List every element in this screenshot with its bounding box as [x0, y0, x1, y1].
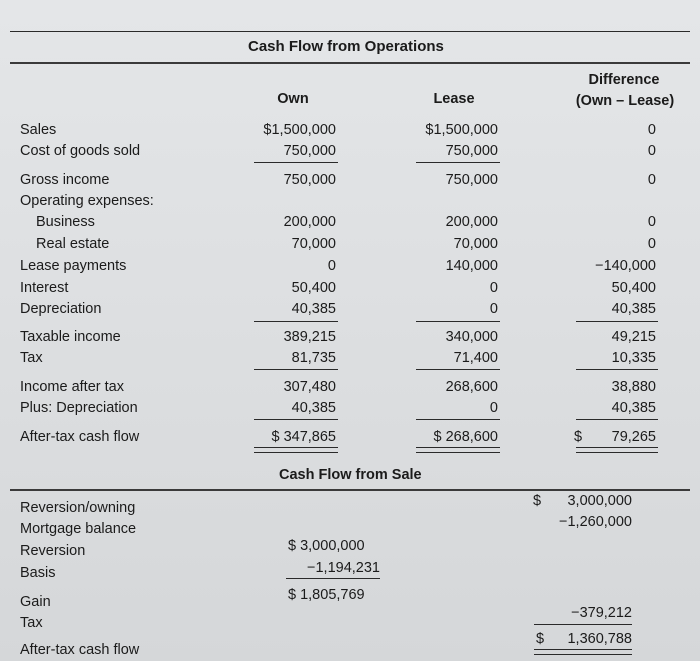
- top-rule: [10, 31, 690, 32]
- subtotal-rule: [416, 419, 500, 420]
- own-value: 307,480: [283, 379, 336, 395]
- diff-value: 79,265: [611, 429, 656, 445]
- row-label: Depreciation: [20, 301, 102, 317]
- row-label: Gross income: [20, 172, 110, 188]
- sale-label: Mortgage balance: [20, 521, 137, 537]
- own-value: 40,385: [291, 400, 336, 416]
- diff-value: 0: [647, 172, 656, 188]
- row-label: Taxable income: [20, 329, 121, 345]
- diff-value: 10,335: [611, 350, 656, 366]
- section2-title: Cash Flow from Sale: [279, 467, 422, 483]
- total-double-rule: [254, 447, 338, 453]
- header-lease: Lease: [433, 91, 475, 107]
- own-value: 50,400: [291, 280, 336, 296]
- diff-value: 49,215: [611, 329, 656, 345]
- row-label: Sales: [20, 122, 57, 138]
- row-label: Cost of goods sold: [20, 143, 141, 159]
- right-dollar-sign: $: [536, 631, 545, 647]
- sale-label: Gain: [20, 594, 51, 610]
- own-value: 200,000: [283, 214, 336, 230]
- own-value: $ 347,865: [271, 429, 336, 445]
- sale-label: Reversion: [20, 543, 86, 559]
- total-double-rule: [576, 447, 658, 453]
- diff-dollar-sign: $: [574, 429, 583, 445]
- diff-value: 0: [647, 143, 656, 159]
- total-double-rule: [416, 447, 500, 453]
- own-value: 750,000: [283, 172, 336, 188]
- lease-value: 750,000: [445, 172, 498, 188]
- lease-value: 0: [489, 301, 498, 317]
- lease-value: 70,000: [453, 236, 498, 252]
- diff-value: 50,400: [611, 280, 656, 296]
- row-label: Real estate: [36, 236, 110, 252]
- right-mortgage: −1,260,000: [559, 514, 632, 530]
- own-value: 81,735: [291, 350, 336, 366]
- title-rule: [10, 62, 690, 64]
- header-diff-line1: Difference: [588, 72, 660, 88]
- subtotal-rule: [254, 369, 338, 370]
- lease-value: 0: [489, 400, 498, 416]
- row-label: Interest: [20, 280, 69, 296]
- right-tax: −379,212: [571, 605, 632, 621]
- own-value: $1,500,000: [263, 122, 336, 138]
- own-value: 40,385: [291, 301, 336, 317]
- lease-value: 268,600: [445, 379, 498, 395]
- diff-value: −140,000: [595, 258, 656, 274]
- subtotal-rule: [416, 162, 500, 163]
- right-atcf: 1,360,788: [567, 631, 632, 647]
- section2-rule: [10, 489, 690, 491]
- sale-label: Reversion/owning: [20, 500, 136, 516]
- subtotal-rule: [416, 369, 500, 370]
- lease-value: 200,000: [445, 214, 498, 230]
- sale-label: After-tax cash flow: [20, 642, 140, 658]
- own-value: 750,000: [283, 143, 336, 159]
- subtotal-rule: [576, 321, 658, 322]
- header-diff-line2: (Own – Lease): [575, 93, 675, 109]
- diff-value: 0: [647, 214, 656, 230]
- lease-value: 140,000: [445, 258, 498, 274]
- diff-value: 40,385: [611, 301, 656, 317]
- own-value: 0: [327, 258, 336, 274]
- sale-label: Basis: [20, 565, 56, 581]
- own-value: 70,000: [291, 236, 336, 252]
- row-label: Tax: [20, 350, 43, 366]
- sale-label: Tax: [20, 615, 43, 631]
- header-own: Own: [277, 91, 309, 107]
- right-dollar-sign: $: [533, 493, 542, 509]
- subtotal-rule: [254, 321, 338, 322]
- subtotal-rule: [254, 162, 338, 163]
- subtotal-rule: [576, 419, 658, 420]
- diff-value: 0: [647, 122, 656, 138]
- row-label: Income after tax: [20, 379, 124, 395]
- mid-reversion: $ 3,000,000: [288, 538, 365, 554]
- subtotal-rule: [534, 624, 632, 625]
- row-label: Lease payments: [20, 258, 127, 274]
- diff-value: 38,880: [611, 379, 656, 395]
- subtotal-rule: [576, 369, 658, 370]
- subtotal-rule: [254, 419, 338, 420]
- row-label: Business: [36, 214, 95, 230]
- row-label: Operating expenses:: [20, 193, 154, 209]
- section1-title: Cash Flow from Operations: [248, 38, 444, 55]
- diff-value: 40,385: [611, 400, 656, 416]
- lease-value: 71,400: [453, 350, 498, 366]
- row-label: Plus: Depreciation: [20, 400, 138, 416]
- lease-value: $ 268,600: [433, 429, 498, 445]
- own-value: 389,215: [283, 329, 336, 345]
- subtotal-rule: [416, 321, 500, 322]
- subtotal-rule: [286, 578, 380, 579]
- lease-value: 750,000: [445, 143, 498, 159]
- lease-value: $1,500,000: [425, 122, 498, 138]
- mid-basis: −1,194,231: [307, 560, 380, 576]
- lease-value: 0: [489, 280, 498, 296]
- total-double-rule: [534, 649, 632, 655]
- right-reversion: 3,000,000: [567, 493, 632, 509]
- row-label: After-tax cash flow: [20, 429, 140, 445]
- diff-value: 0: [647, 236, 656, 252]
- mid-gain: $ 1,805,769: [288, 587, 365, 603]
- lease-value: 340,000: [445, 329, 498, 345]
